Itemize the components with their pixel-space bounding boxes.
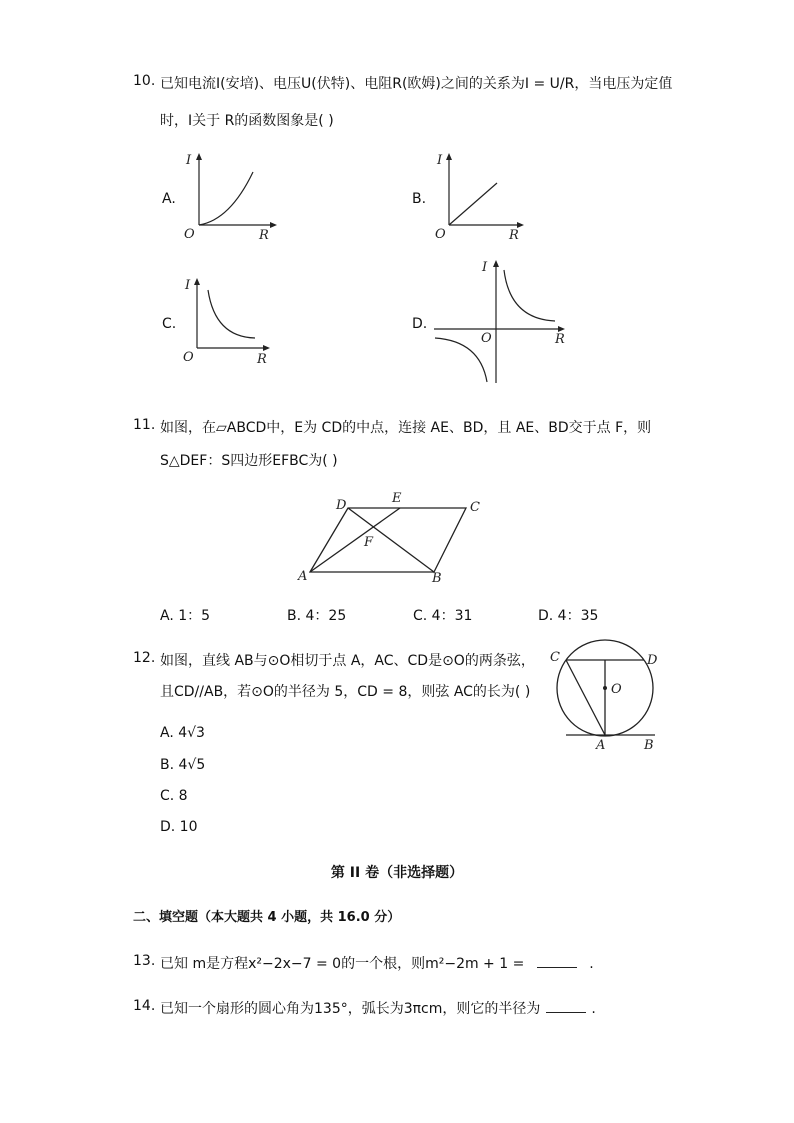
q14-text: 已知一个扇形的圆心角为135°，弧长为3πcm，则它的半径为 xyxy=(160,1001,541,1017)
q11-label-d: D xyxy=(336,498,347,513)
q11-option-c: C. 4：31 xyxy=(413,608,473,624)
q11-option-a: A. 1：5 xyxy=(160,608,211,624)
q10-graph-b xyxy=(427,150,537,245)
q12-option-d: D. 10 xyxy=(160,819,198,835)
q10a-origin: O xyxy=(184,227,195,242)
q10a-axis-x: R xyxy=(259,228,269,243)
q10a-axis-y: I xyxy=(186,153,192,168)
q12-stem-line2: 且CD//AB，若⊙O的半径为 5，CD = 8，则弦 AC的长为( ) xyxy=(160,684,531,700)
q11-label-c: C xyxy=(470,500,480,515)
q11-number: 11. xyxy=(133,417,156,433)
q10c-axis-y: I xyxy=(185,278,191,293)
q13-number: 13. xyxy=(133,953,156,969)
q10-option-b-label: B. xyxy=(412,191,427,207)
q14-period: . xyxy=(591,1001,596,1017)
q11-label-a: A xyxy=(298,569,308,584)
q11-option-b: B. 4：25 xyxy=(287,608,347,624)
q12-stem-line1: 如图，直线 AB与⊙O相切于点 A，AC、CD是⊙O的两条弦， xyxy=(160,653,535,669)
q10b-axis-y: I xyxy=(437,153,443,168)
q11-label-f: F xyxy=(364,535,374,550)
q10d-axis-x: R xyxy=(555,332,565,347)
q13-answer-blank[interactable] xyxy=(537,966,577,968)
q14-answer-blank[interactable] xyxy=(546,1011,586,1013)
q12-label-c: C xyxy=(550,650,560,665)
q10b-origin: O xyxy=(435,227,446,242)
q14-stem xyxy=(160,998,596,1018)
q13-text: 已知 m是方程x²−2x−7 = 0的一个根，则m²−2m + 1 = xyxy=(160,956,529,972)
q10-option-a-label: A. xyxy=(162,191,176,207)
q11-label-b: B xyxy=(432,571,442,586)
q12-option-c: C. 8 xyxy=(160,788,188,804)
q12-label-d: D xyxy=(647,653,658,668)
q11-label-e: E xyxy=(392,491,402,506)
q10b-axis-x: R xyxy=(509,228,519,243)
q13-stem xyxy=(160,953,594,973)
q12-circle-figure xyxy=(540,630,670,755)
q10-graph-c xyxy=(175,275,285,370)
q12-label-a: A xyxy=(596,738,606,753)
q10-option-c-label: C. xyxy=(162,316,177,332)
q12-option-b: B. 4√5 xyxy=(160,757,206,773)
q12-label-b: B xyxy=(644,738,654,753)
q11-parallelogram-figure xyxy=(290,488,500,588)
q10c-axis-x: R xyxy=(257,352,267,367)
q10c-origin: O xyxy=(183,350,194,365)
q10-stem-line1: 已知电流I(安培)、电压U(伏特)、电阻R(欧姆)之间的关系为I = U/R，当电压为定值 xyxy=(160,76,673,92)
q11-stem-line1: 如图，在▱ABCD中，E为 CD的中点，连接 AE、BD，且 AE、BD交于点 F，则 xyxy=(160,420,652,436)
q13-period: . xyxy=(589,956,594,972)
section2-header: 二、填空题（本大题共 4 小题，共 16.0 分） xyxy=(133,910,401,925)
q10-number: 10. xyxy=(133,73,156,89)
q10-graph-d xyxy=(428,255,573,385)
q10d-origin: O xyxy=(481,331,492,346)
q10-stem-line2: 时，I关于 R的函数图象是( ) xyxy=(160,113,334,129)
part2-title: 第 II 卷（非选择题） xyxy=(330,865,464,881)
q12-label-o: O xyxy=(611,682,622,697)
q10-graph-a xyxy=(175,150,285,245)
q11-stem-line2: S△DEF：S四边形EFBC为( ) xyxy=(160,453,338,469)
q11-option-d: D. 4：35 xyxy=(538,608,599,624)
q10-option-d-label: D. xyxy=(412,316,428,332)
q14-number: 14. xyxy=(133,998,156,1014)
q12-option-a: A. 4√3 xyxy=(160,725,205,741)
q10d-axis-y: I xyxy=(482,260,488,275)
q12-number: 12. xyxy=(133,650,156,666)
